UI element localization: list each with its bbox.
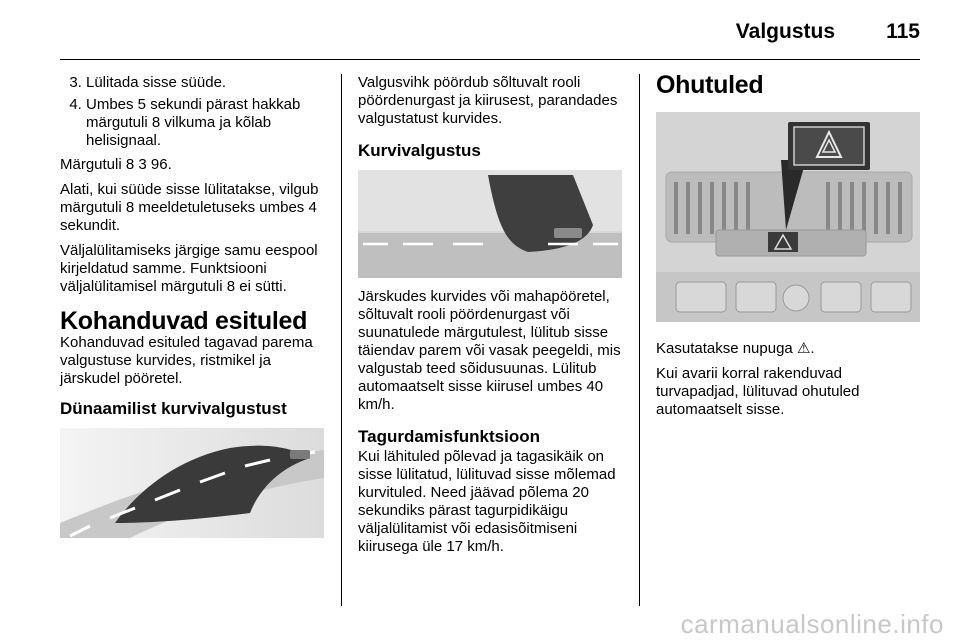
subsection-heading: Tagurdamisfunktsioon <box>358 427 540 446</box>
paragraph: Väljalülitamiseks järgige samu eespool kirjeldatud samme. Funktsiooni väljalülitamisel märgutuli 8 ei sütti. <box>60 242 318 295</box>
column-2 <box>358 74 624 563</box>
paragraph: Kohanduvad esituled tagavad parema valgustuse kurvides, ristmikel ja järskudel pööretel. <box>60 334 313 387</box>
subsection-heading: Kurvivalgustus <box>358 141 481 160</box>
page-number: 115 <box>886 20 920 43</box>
page-title: Valgustus <box>735 20 835 43</box>
paragraph: Kui lähituled põlevad ja tagasikäik on sisse lülitatud, lülituvad sisse mõlemad kurvituled. Need jäävad põlema 20 sekundiks pärast tagurpidikäigu väljalülitamist või edasisõitmiseni kiirusega üle 17 km/h. <box>358 448 616 555</box>
paragraph: Järskudes kurvides või mahapööretel, sõltuvalt rooli pöördenurgast või suunatulede märgutulest, lülitub sisse täiendav parem või vasak peegeldi, mis valgustab teed sõidusuunas. Lülitub automaatselt sisse kiirusel umbes 40 km/h. <box>358 288 621 413</box>
column-1 <box>60 74 326 538</box>
page-header <box>60 0 920 60</box>
column-divider <box>341 74 342 606</box>
step-3: 3. Lülitada sisse süüde. <box>86 74 326 92</box>
section-heading: Kohanduvad esituled <box>60 307 308 335</box>
paragraph: Alati, kui süüde sisse lülitatakse, vilgub märgutuli 8 meeldetuletuseks umbes 4 sekundit. <box>60 181 319 234</box>
paragraph: Kui avarii korral rakenduvad turvapadjad, lülituvad ohutuled automaatselt sisse. <box>656 365 860 418</box>
paragraph: Märgutuli 8 3 96. <box>60 156 172 173</box>
section-heading: Ohutuled <box>656 71 764 99</box>
column-3 <box>656 71 922 426</box>
steps-list <box>60 74 326 150</box>
paragraph: Kasutatakse nupuga ⚠. <box>656 340 815 357</box>
curve-light-illustration <box>358 170 622 278</box>
subsection-heading: Dünaamilist kurvivalgustust <box>60 399 287 418</box>
hazard-button-illustration <box>656 112 920 322</box>
paragraph: Valgusvihk pöördub sõltuvalt rooli pöördenurgast ja kiirusest, parandades valgustatust kurvides. <box>358 74 618 127</box>
dynamic-curve-light-illustration <box>60 428 324 538</box>
watermark: carmanualsonline.info <box>680 609 944 639</box>
step-4: 4. Umbes 5 sekundi pärast hakkab märgutuli 8 vilkuma ja kõlab helisignaal. <box>86 96 326 150</box>
column-divider <box>639 74 640 606</box>
